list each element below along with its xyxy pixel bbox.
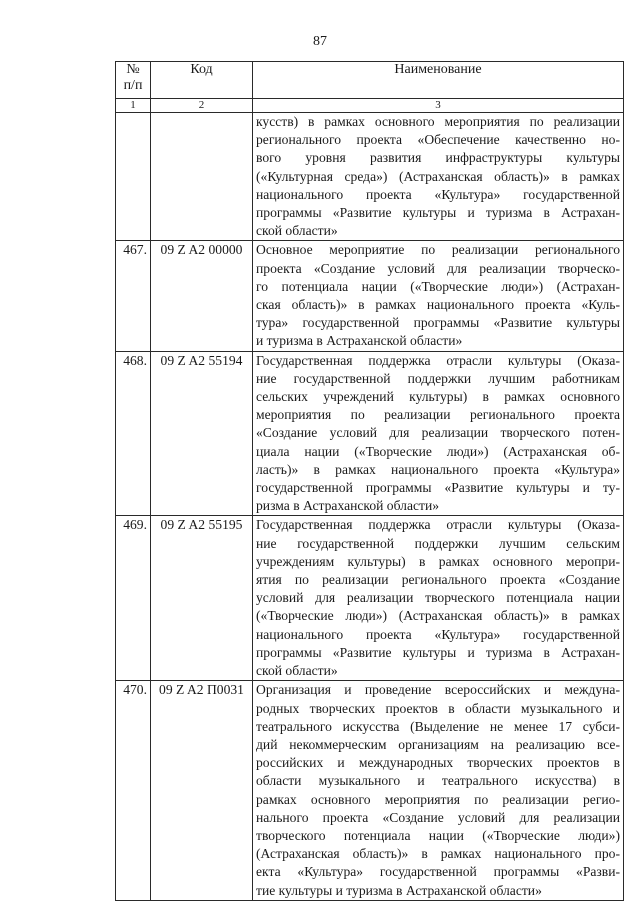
name-line: и туризма в Астраханской области» xyxy=(256,333,463,349)
column-index-1: 1 xyxy=(116,99,151,113)
row-name xyxy=(253,516,624,681)
name-line: тура» государственной программы «Развитие культуры xyxy=(256,315,620,331)
name-line: театрального искусства (Выделение не менее 17 субси- xyxy=(256,718,620,734)
name-line: проекта «Создание условий для реализации творческо- xyxy=(256,260,620,276)
row-name xyxy=(253,241,624,351)
row-code: 09 Z A2 П0031 xyxy=(151,681,253,900)
row-number: 468. xyxy=(116,351,151,516)
name-line: Государственная поддержка отрасли культуры (Оказа- xyxy=(256,517,620,533)
name-line: ризма в Астраханской области» xyxy=(256,498,440,514)
page-number: 87 xyxy=(313,34,327,49)
table-row xyxy=(116,681,624,900)
name-line: вого уровня развития инфраструктуры культуры xyxy=(256,150,620,166)
header-code: Код xyxy=(151,62,253,99)
name-line: ская область)» в рамках национального проекта «Куль- xyxy=(256,297,620,313)
table-row xyxy=(116,516,624,681)
name-line: условий для реализации творческого потенциала нации xyxy=(256,590,620,606)
name-line: программы «Развитие культуры и туризма в Астрахан- xyxy=(256,644,620,660)
row-number: 470. xyxy=(116,681,151,900)
name-line: ской области» xyxy=(256,663,338,679)
name-line: дий некоммерческим организациям на реализацию все- xyxy=(256,736,620,752)
name-line: нального проекта «Создание условий для реализации xyxy=(256,809,620,825)
row-name xyxy=(253,681,624,900)
row-number: 469. xyxy=(116,516,151,681)
row-number xyxy=(116,113,151,241)
row-name xyxy=(253,113,624,241)
name-line: области музыкального и театрального искусства) в xyxy=(256,773,620,789)
name-line: мероприятия по реализации регионального проекта xyxy=(256,407,620,423)
row-code: 09 Z A2 55195 xyxy=(151,516,253,681)
name-line: ние государственной поддержки лучшим работникам xyxy=(256,370,620,386)
name-line: (Астраханская область)» в рамках национального про- xyxy=(256,846,620,862)
budget-code-table xyxy=(115,61,624,901)
row-code xyxy=(151,113,253,241)
name-line: («Культурная среда») (Астраханская область)» в рамках xyxy=(256,168,620,184)
name-line: ской области» xyxy=(256,223,338,239)
name-line: («Творческие люди») (Астраханская область)» в рамках xyxy=(256,608,620,624)
header-name: Наименование xyxy=(253,62,624,99)
name-line: тие культуры и туризма в Астраханской области» xyxy=(256,882,542,898)
name-line: «Создание условий для реализации творческого потен- xyxy=(256,425,620,441)
name-line: го потенциала нации («Творческие люди») (Астрахан- xyxy=(256,278,620,294)
name-line: регионального проекта «Обеспечение качественно но- xyxy=(256,132,620,148)
name-line: ятия по реализации регионального проекта «Создание xyxy=(256,572,620,588)
name-line: ласть)» в рамках национального проекта «Культура» xyxy=(256,461,620,477)
name-line: циала нации («Творческие люди») (Астраханская об- xyxy=(256,443,620,459)
name-line: российских и международных творческих проектов в xyxy=(256,755,620,771)
name-line: рамках основного мероприятия по реализации регио- xyxy=(256,791,620,807)
header-num: № п/п xyxy=(116,62,151,99)
column-index-3: 3 xyxy=(253,99,624,113)
table-row xyxy=(116,351,624,516)
name-line: творческого потенциала нации («Творческие люди») xyxy=(256,827,620,843)
name-line: екта «Культура» государственной программы «Разви- xyxy=(256,864,620,880)
row-code: 09 Z A2 00000 xyxy=(151,241,253,351)
name-line: государственной программы «Развитие культуры и ту- xyxy=(256,480,620,496)
name-line: Основное мероприятие по реализации регионального xyxy=(256,242,620,258)
name-line: национального проекта «Культура» государственной xyxy=(256,186,620,202)
row-name xyxy=(253,351,624,516)
name-line: Организация и проведение всероссийских и междуна- xyxy=(256,682,620,698)
column-index-2: 2 xyxy=(151,99,253,113)
table-header-row xyxy=(116,62,624,99)
table-row xyxy=(116,241,624,351)
column-index-row xyxy=(116,99,624,113)
row-number: 467. xyxy=(116,241,151,351)
name-line: учреждениям культуры) в рамках основного меропри- xyxy=(256,553,620,569)
table-row xyxy=(116,113,624,241)
name-line: сельских учреждений культуры) в рамках основного xyxy=(256,389,620,405)
name-line: национального проекта «Культура» государственной xyxy=(256,626,620,642)
name-line: ние государственной поддержки лучшим сельским xyxy=(256,535,620,551)
table-body xyxy=(116,113,624,901)
row-code: 09 Z A2 55194 xyxy=(151,351,253,516)
name-line: Государственная поддержка отрасли культуры (Оказа- xyxy=(256,352,620,368)
name-line: программы «Развитие культуры и туризма в Астрахан- xyxy=(256,205,620,221)
name-line: родных творческих проектов в области музыкального и xyxy=(256,700,620,716)
name-line: кусств) в рамках основного мероприятия по реализации xyxy=(256,114,620,129)
